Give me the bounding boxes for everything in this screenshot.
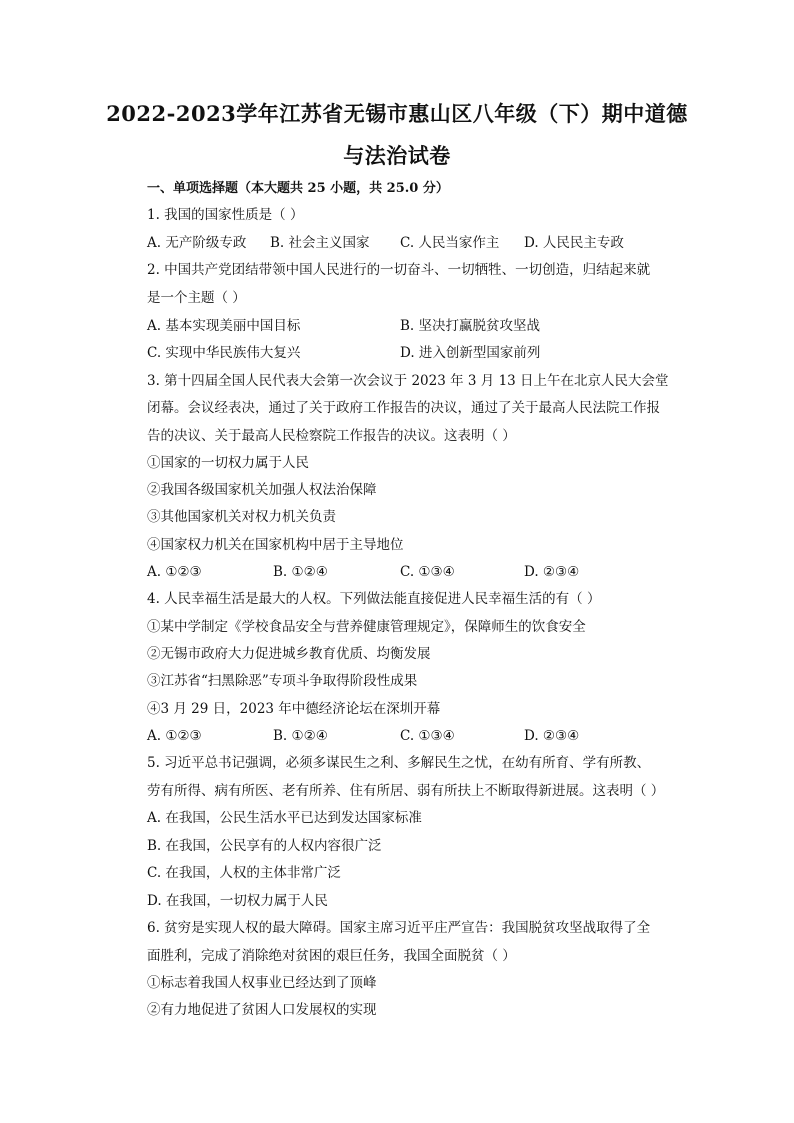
option-d: D. 人民民主专政 xyxy=(524,235,624,251)
question-3-item-3: ③其他国家机关对权力机关负责 xyxy=(147,509,336,525)
option-b: B. ①②④ xyxy=(273,564,328,580)
question-6-stem-line1: 6. 贫穷是实现人权的最大障碍。国家主席习近平庄严宣告：我国脱贫攻坚战取得了全 xyxy=(147,920,651,936)
option-a: A. ①②③ xyxy=(147,564,202,580)
question-5-stem-line2: 劳有所得、病有所医、老有所养、住有所居、弱有所扶上不断取得新进展。这表明（ ） xyxy=(147,783,665,799)
question-5-option-b: B. 在我国，公民享有的人权内容很广泛 xyxy=(147,838,382,854)
question-5-stem-line1: 5. 习近平总书记强调，必须多谋民生之利、多解民生之忧，在幼有所育、学有所教、 xyxy=(147,755,651,771)
question-2-options-row2 xyxy=(147,344,647,362)
option-a: A. ①②③ xyxy=(147,728,202,744)
question-2-stem-line1: 2. 中国共产党团结带领中国人民进行的一切奋斗、一切牺牲、一切创造，归结起来就 xyxy=(147,262,651,278)
question-3-item-2: ②我国各级国家机关加强人权法治保障 xyxy=(147,482,377,498)
option-c: C. 实现中华民族伟大复兴 xyxy=(147,345,301,361)
question-3-options xyxy=(147,563,647,581)
question-5-option-c: C. 在我国，人权的主体非常广泛 xyxy=(147,865,341,881)
question-2-options-row1 xyxy=(147,317,647,335)
question-4-item-1: ①某中学制定《学校食品安全与营养健康管理规定》，保障师生的饮食安全 xyxy=(147,619,586,635)
question-4-stem: 4. 人民幸福生活是最大的人权。下列做法能直接促进人民幸福生活的有（ ） xyxy=(147,591,601,607)
question-3-stem-line1: 3. 第十四届全国人民代表大会第一次会议于 2023 年 3 月 13 日上午在北京人民大会堂 xyxy=(147,373,669,389)
question-3-stem-line2: 闭幕。会议经表决，通过了关于政府工作报告的决议，通过了关于最高人民法院工作报 xyxy=(147,400,660,416)
option-d: D. 进入创新型国家前列 xyxy=(400,345,541,361)
exam-title-line2: 与法治试卷 xyxy=(343,143,451,168)
question-5-option-d: D. 在我国，一切权力属于人民 xyxy=(147,893,328,909)
option-a: A. 无产阶级专政 xyxy=(147,235,247,251)
option-d: D. ②③④ xyxy=(524,728,580,744)
option-b: B. 坚决打赢脱贫攻坚战 xyxy=(400,318,541,334)
exam-title-line1: 2022-2023学年江苏省无锡市惠山区八年级（下）期中道德 xyxy=(106,101,688,126)
section-heading: 一、单项选择题（本大题共 25 小题，共 25.0 分） xyxy=(147,181,449,196)
option-c: C. ①③④ xyxy=(400,564,455,580)
question-3-item-1: ①国家的一切权力属于人民 xyxy=(147,455,309,471)
question-6-item-1: ①标志着我国人权事业已经达到了顶峰 xyxy=(147,975,377,991)
option-d: D. ②③④ xyxy=(524,564,580,580)
question-4-item-3: ③江苏省“扫黑除恶”专项斗争取得阶段性成果 xyxy=(147,673,418,689)
option-c: C. ①③④ xyxy=(400,728,455,744)
question-4-item-4: ④3 月 29 日，2023 年中德经济论坛在深圳开幕 xyxy=(147,701,441,717)
option-c: C. 人民当家作主 xyxy=(400,235,500,251)
question-6-stem-line2: 面胜利，完成了消除绝对贫困的艰巨任务，我国全面脱贫（ ） xyxy=(147,948,516,964)
question-2-stem-line2: 是一个主题（ ） xyxy=(147,290,246,306)
question-4-options xyxy=(147,727,647,745)
question-5-option-a: A. 在我国，公民生活水平已达到发达国家标准 xyxy=(147,810,422,826)
question-3-item-4: ④国家权力机关在国家机构中居于主导地位 xyxy=(147,537,404,553)
option-b: B. 社会主义国家 xyxy=(270,235,370,251)
question-4-item-2: ②无锡市政府大力促进城乡教育优质、均衡发展 xyxy=(147,646,431,662)
question-3-stem-line3: 告的决议、关于最高人民检察院工作报告的决议。这表明（ ） xyxy=(147,428,516,444)
question-1-stem: 1. 我国的国家性质是（ ） xyxy=(147,207,304,223)
option-b: B. ①②④ xyxy=(273,728,328,744)
question-6-item-2: ②有力地促进了贫困人口发展权的实现 xyxy=(147,1002,377,1018)
option-a: A. 基本实现美丽中国目标 xyxy=(147,318,301,334)
question-1-options xyxy=(147,234,647,252)
